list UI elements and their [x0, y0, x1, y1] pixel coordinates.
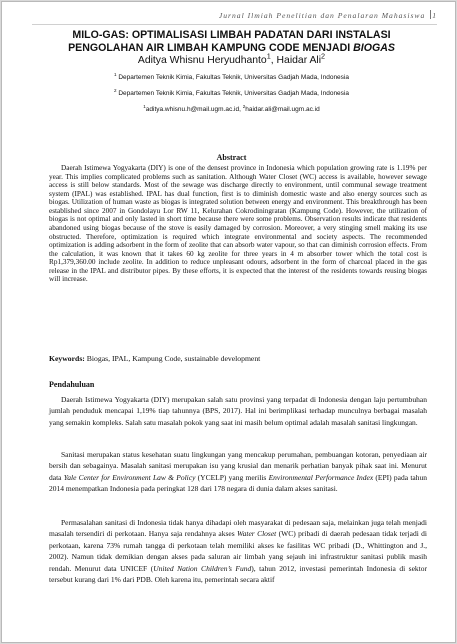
- email-1-mark: 1: [143, 103, 146, 109]
- author-separator: ,: [270, 55, 277, 66]
- title-line-2-text: PENGOLAHAN AIR LIMBAH KAMPUNG CODE MENJADI: [68, 41, 354, 54]
- email-2: haidar.ali@mail.ugm.ac.id: [245, 106, 320, 113]
- journal-name: Jurnal Ilmiah Penelitian dan Penalaran Mahasiswa: [218, 11, 426, 20]
- p2-text-b: (YCELP) yang merilis: [195, 472, 269, 482]
- keywords-label: Keywords:: [49, 354, 85, 363]
- section-heading-introduction: Pendahuluan: [49, 380, 95, 389]
- title-line-2: [32, 42, 431, 55]
- author-emails: [32, 103, 431, 114]
- running-header: [17, 10, 437, 20]
- abstract-heading: Abstract: [216, 153, 247, 162]
- paper-title: [32, 29, 431, 54]
- affiliation-1: [32, 71, 431, 82]
- affiliation-1-mark: 1: [114, 71, 117, 77]
- p2-text-a: Sanitasi merupakan status kesehatan suatu lingkungan yang mencakup perumahan, pembuangan kotoran, penyediaan air bersih dan sebagainya. Masalah sanitasi merupakan isu yang krusial dan menarik perhatian banyak pihak saat ini. Menurut data: [49, 450, 427, 482]
- author-2-affil-mark: 2: [321, 51, 326, 61]
- p2-text-c: (EPI) pada tahun 2014 menempatkan Indonesia pada peringkat 128 dari 178 negara di dunia dalam akses sanitasi.: [49, 472, 427, 494]
- p3-italic-water-closet: Water Closet: [237, 529, 277, 539]
- affiliation-2: [32, 87, 431, 98]
- p3-text-c: ), tahun 2012, investasi pemerintah Indonesia di sektor tersebut kurang dari 1% dari PDB. Oleh karena itu, pemerintah secara aktif: [49, 563, 428, 585]
- author-list: [32, 51, 431, 67]
- keywords-line: [49, 354, 427, 363]
- intro-paragraph-2: [49, 449, 427, 495]
- author-1: Aditya Whisnu Heryudhanto: [137, 55, 267, 66]
- header-rule: [32, 24, 437, 25]
- abstract-body: Daerah Istimewa Yogyakarta (DIY) is one of the densest province in Indonesia which population growing rate is 1.19% per year. This implies complicated problems such as sanitation. Although Water Closet (WC) access is available, however sewage access is still below standards. Most of the sewage was discharge directly to environment, until communal sewage treatment system (IPAL) was established. IPAL has dual function, first is to diminish domestic waste and also energy sources such as biogas. Utilization of human waste as biogas is integrated solution between energy and environment. This breakthrough has been established since 2007 in Gondolayu Lor RW 11, Kelurahan Cokrodiningratan (Kampung Code). However, the utilization of biogas is not optimal and only lasted in short time because there were some problems. Observation results indicate that residents abandoned using biogas because of the stove is easily damaged by corrosion. Moreover, a very stinging smell making its use obstructed. Therefore, optimization is required which integrate environmental and society aspects. The recommended optimization is adding adsorbent in the form of zeolite that can absorb water vapour, so that can diminish corrosion effects. From the calculation, it was known that it takes 60 kg zeolite for three years in 4 m absorber tower which the total cost is Rp1,379,360.00 include zeolite. In addition to reduce unpleasant odours, adsorbent in the form of charcoal placed in the gas release in the IPAL and distributor pipes. By these efforts, it is expected that the interest of the residents towards reusing biogas will increase.: [49, 164, 427, 284]
- email-1: aditya.whisnu.h@mail.ugm.ac.id,: [145, 106, 243, 113]
- email-2-mark: 2: [242, 103, 246, 109]
- paper-page: [1, 1, 456, 643]
- p2-italic-ycelp: Yale Center for Environment Law & Policy: [63, 472, 196, 482]
- p2-italic-epi: Environmental Performance Index: [268, 472, 374, 482]
- title-line-1: MILO-GAS: OPTIMALISASI LIMBAH PADATAN DARI INSTALASI: [72, 29, 391, 41]
- p3-text-a: Permasalahan sanitasi di Indonesia tidak hanya dihadapi oleh masyarakat di pedesaan saja, melainkan juga telah menjadi masalah tersendiri di perkotaan. Hanya saja rendahnya akses: [49, 518, 427, 539]
- affiliation-2-mark: 2: [114, 87, 117, 93]
- p3-text-b: (WC) pribadi di daerah pedesaan tidak terjadi di perkotaan, karena 73% rumah tangga di perkotaan telah memiliki akses ke fasilitas WC pribadi (D., Whittington and J., 2002). Namun tidak demikian dengan akses pada saluran air limbah yang sejauh ini infrastruktur sanitasi publik masih rendah. Menurut data UNICEF (: [49, 529, 428, 573]
- p3-italic-unicef: United Nation Children’s Fund: [153, 563, 252, 573]
- affiliation-2-text: Departemen Teknik Kimia, Fakultas Teknik, Universitas Gadjah Mada, Indonesia: [118, 90, 349, 97]
- keywords-text: Biogas, IPAL, Kampung Code, sustainable development: [84, 354, 261, 363]
- title-italic-word: BIOGAS: [353, 41, 395, 54]
- author-2: Haidar Ali: [276, 55, 322, 66]
- intro-paragraph-1: Daerah Istimewa Yogyakarta (DIY) merupakan salah satu provinsi yang terpadat di Indonesia dengan laju pertumbuhan jumlah penduduk mencapai 1,19% tiap tahunnya (BPS, 2017). Hal ini berimplikasi terhadap munculnya berbagai masalah yang semakin kompleks. Salah satu masalah pokok yang saat ini masih belum optimal adalah masalah sanitasi lingkungan.: [49, 395, 427, 427]
- intro-paragraph-3: [49, 517, 427, 585]
- author-1-affil-mark: 1: [266, 51, 271, 61]
- affiliation-1-text: Departemen Teknik Kimia, Fakultas Teknik, Universitas Gadjah Mada, Indonesia: [118, 74, 349, 81]
- page-number: 1: [432, 11, 437, 20]
